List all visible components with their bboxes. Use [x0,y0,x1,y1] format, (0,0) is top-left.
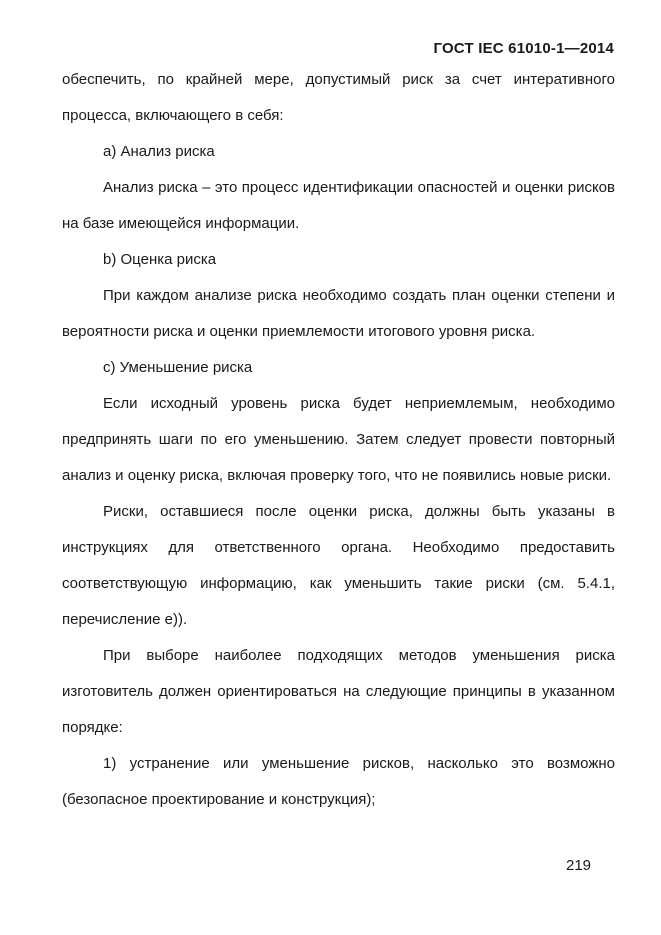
document-body [62,62,615,818]
page-number: 219 [566,857,592,874]
paragraph-risk-analysis: Анализ риска – это процесс идентификации опасностей и оценки рисков на базе имеющейся информации. [62,179,615,232]
list-item-c: c) Уменьшение риска [103,359,253,376]
paragraph-methods-selection: При выборе наиболее подходящих методов уменьшения риска изготовитель должен ориентироваться на следующие принципы в указанном порядке: [62,647,615,736]
paragraph-risk-evaluation: При каждом анализе риска необходимо создать план оценки степени и вероятности риска и оценки приемлемости итогового уровня риска. [62,287,615,340]
list-item-1: 1) устранение или уменьшение рисков, насколько это возможно (безопасное проектирование и конструкция); [62,755,615,808]
paragraph-residual-risks: Риски, оставшиеся после оценки риска, должны быть указаны в инструкциях для ответственного органа. Необходимо предоставить соответствующую информацию, как уменьшить такие риски (см. 5.4.1, перечисление e)). [62,503,615,628]
list-item-b: b) Оценка риска [103,251,217,268]
document-code-header: ГОСТ IEC 61010-1—2014 [433,40,614,57]
list-item-a: a) Анализ риска [103,143,215,160]
paragraph-risk-reduction: Если исходный уровень риска будет неприемлемым, необходимо предпринять шаги по его уменьшению. Затем следует провести повторный анализ и оценку риска, включая проверку того, что не появились новые риски. [62,395,615,484]
paragraph-continuation: обеспечить, по крайней мере, допустимый риск за счет интеративного процесса, включающего в себя: [62,71,615,124]
